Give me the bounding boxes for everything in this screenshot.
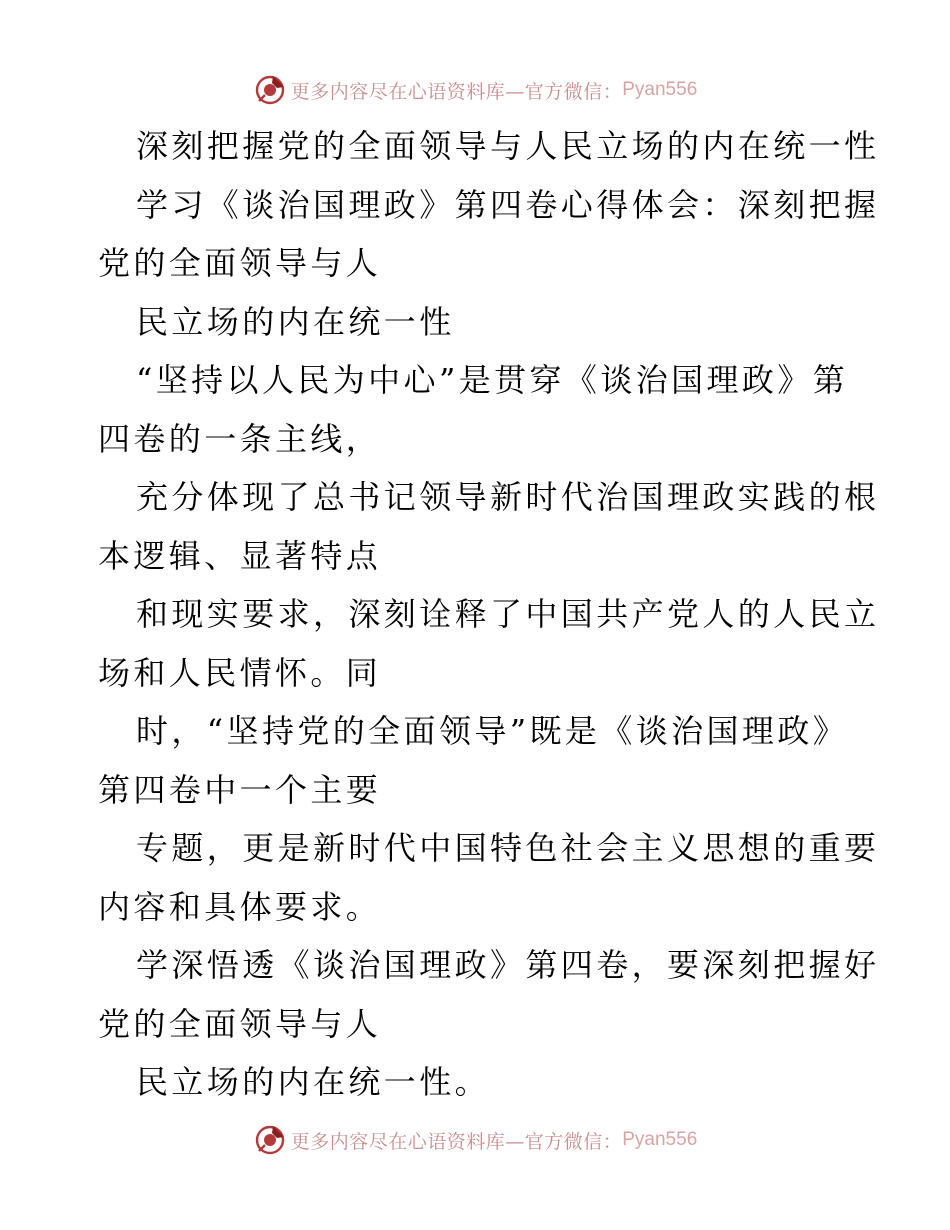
- body-line: 党的全面领导与人: [98, 1004, 382, 1043]
- body-line: 和现实要求，深刻诠释了中国共产党人的人民立: [136, 595, 880, 633]
- body-line: “坚持以人民为中心”是贯穿《谈治国理政》第: [136, 361, 849, 399]
- watermark-wechat-id: Pyan556: [622, 1129, 698, 1150]
- pen-logo-icon: [253, 73, 287, 107]
- body-line: 学深悟透《谈治国理政》第四卷，要深刻把握好: [136, 946, 880, 984]
- body-line: 深刻把握党的全面领导与人民立场的内在统一性: [136, 127, 880, 165]
- body-line: 第四卷中一个主要: [98, 770, 382, 809]
- body-line: 民立场的内在统一性: [136, 302, 455, 341]
- body-line: 学习《谈治国理政》第四卷心得体会：深刻把握: [136, 185, 880, 224]
- watermark-wechat-id: Pyan556: [622, 79, 698, 100]
- pen-logo-icon: [253, 1123, 287, 1157]
- body-line: 场和人民情怀。同: [98, 653, 382, 692]
- header-watermark: [0, 70, 950, 110]
- body-line: 民立场的内在统一性。: [136, 1063, 491, 1101]
- body-line: 专题，更是新时代中国特色社会主义思想的重要: [136, 829, 880, 867]
- body-line: 本逻辑、显著特点: [98, 536, 382, 575]
- document-body: [98, 117, 880, 1112]
- body-line: 充分体现了总书记领导新时代治国理政实践的根: [136, 478, 880, 516]
- watermark-text: 更多内容尽在心语资料库—官方微信：: [290, 1130, 623, 1153]
- body-line: 四卷的一条主线，: [98, 419, 382, 458]
- body-line: 党的全面领导与人: [98, 244, 382, 282]
- body-line: 时，“坚持党的全面领导”既是《谈治国理政》: [136, 712, 849, 750]
- watermark-text: 更多内容尽在心语资料库—官方微信：: [290, 80, 623, 103]
- footer-watermark: [0, 1120, 950, 1160]
- body-line: 内容和具体要求。: [98, 887, 382, 926]
